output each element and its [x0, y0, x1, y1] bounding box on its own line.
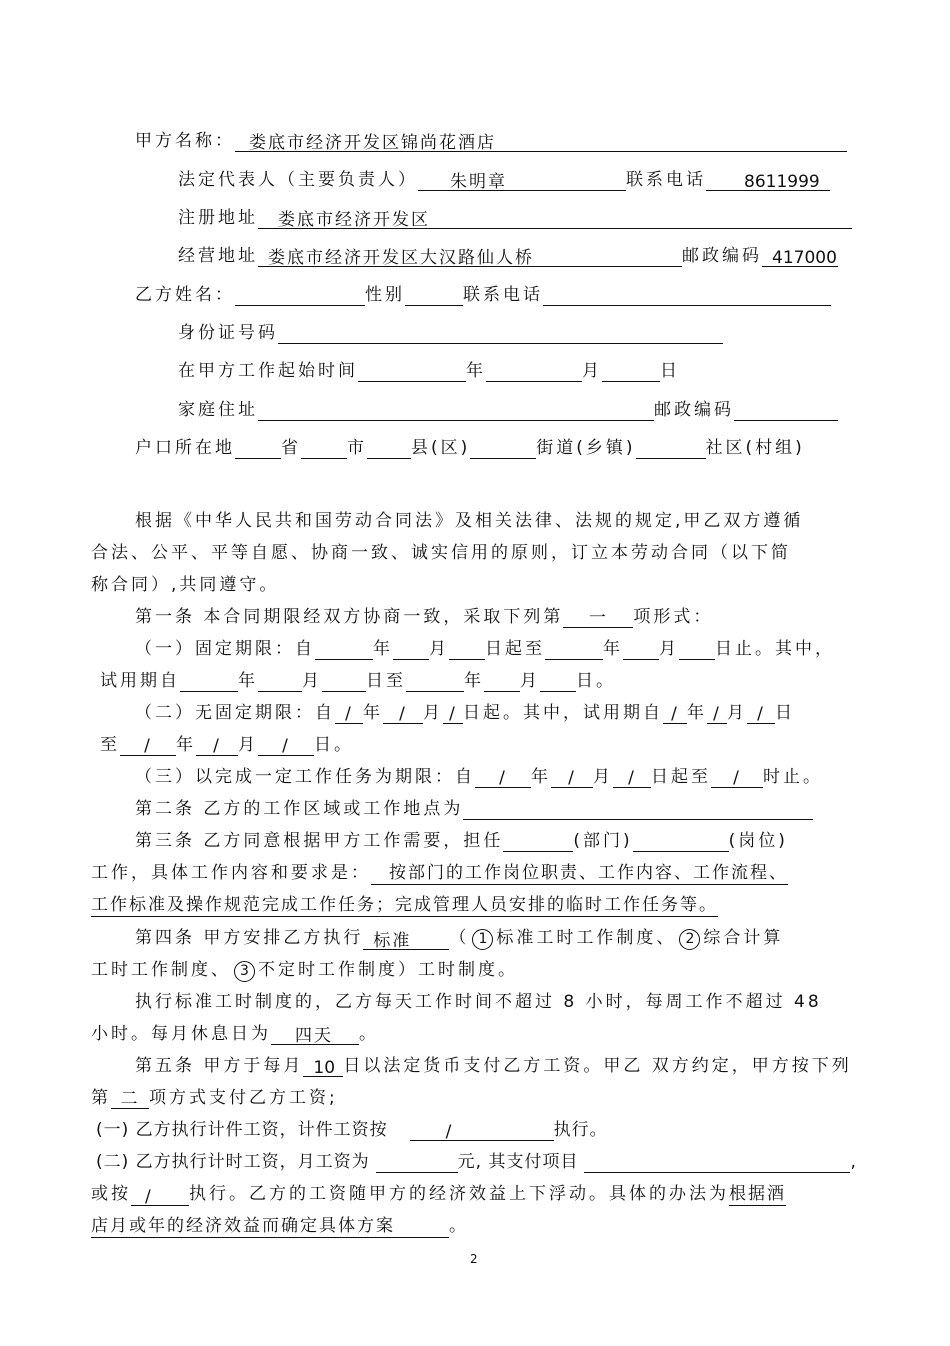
prob-y1[interactable]	[180, 671, 238, 692]
article-3-line	[135, 830, 788, 852]
id-line	[178, 322, 723, 344]
article-1-suffix: 项形式：	[633, 607, 714, 627]
article-5-line	[135, 1055, 852, 1077]
city-label: 市	[347, 438, 367, 458]
or-by-value: /	[131, 1186, 189, 1206]
article-4-line	[135, 927, 783, 950]
y-label: 年	[464, 671, 484, 691]
y-label: 年	[363, 703, 383, 723]
pay-items-label: 元, 其支付项目	[457, 1152, 579, 1172]
m-label: 月	[520, 671, 540, 691]
home-blank[interactable]	[258, 400, 654, 421]
option-1-text: 标准工时工作制度、	[496, 928, 677, 948]
street-label: 街道(乡镇)	[536, 438, 636, 458]
option-2-text: 综合计算	[703, 928, 784, 948]
y-label: 年	[687, 703, 707, 723]
start-month-blank[interactable]	[486, 361, 582, 382]
day-label: 日	[660, 361, 680, 381]
open-term-line-2	[100, 734, 354, 756]
open-py: /	[663, 703, 687, 724]
postcode-label: 邮政编码	[682, 246, 762, 266]
circled-number-3: 3	[234, 961, 255, 982]
open-pm: /	[707, 703, 727, 724]
prob-mid: 日至	[366, 671, 406, 691]
fixed-end: 日止。其中，	[715, 639, 835, 659]
fixed-mid: 日起至	[485, 639, 545, 659]
open-ey: /	[120, 735, 176, 756]
party-a-line	[135, 130, 847, 152]
phone-value: 8611999	[706, 171, 830, 191]
fixed-d1[interactable]	[449, 639, 485, 660]
article-1-value: 一	[563, 607, 633, 628]
party-b-name-blank[interactable]	[235, 285, 365, 306]
piece-wage-line	[96, 1119, 608, 1141]
time-wage-line-2	[91, 1183, 786, 1206]
pay-method-prefix: 第	[91, 1088, 111, 1108]
legal-rep-label: 法定代表人（主要负责人）	[178, 170, 418, 190]
open-term-label: （二）无固定期限：自	[135, 703, 335, 723]
pay-method-suffix: 项方式支付乙方工资;	[149, 1088, 338, 1108]
work-location-blank[interactable]	[463, 799, 813, 820]
dept-label: (部门)	[573, 831, 633, 851]
id-label: 身份证号码	[178, 323, 278, 343]
job-content-label: 工作，具体工作内容和要求是：	[91, 863, 371, 883]
job-content-value-2: 工作标准及操作规范完成工作任务；完成管理人员安排的临时工作任务等。	[91, 895, 718, 915]
phone-b-blank[interactable]	[543, 285, 831, 306]
party-b-line	[135, 284, 831, 306]
home-label: 家庭住址	[178, 400, 258, 420]
fixed-m1[interactable]	[393, 639, 429, 660]
float-text: 执行。乙方的工资随甲方的经济效益上下浮动。具体的办法为	[189, 1184, 729, 1204]
position-label: (岗位)	[728, 831, 788, 851]
fixed-y2[interactable]	[545, 639, 603, 660]
m-label: 月	[423, 703, 443, 723]
hukou-label: 户口所在地	[135, 438, 235, 458]
m-label: 月	[429, 639, 449, 659]
fixed-term-label: （一）固定期限：自	[135, 639, 315, 659]
month-label: 月	[582, 361, 602, 381]
hours-line-2	[91, 1023, 379, 1045]
task-m: /	[551, 767, 593, 788]
m-label: 月	[659, 639, 679, 659]
d-label: 日	[775, 703, 795, 723]
m-label: 月	[593, 767, 613, 787]
rest-days-end: 。	[359, 1024, 379, 1044]
pay-items-blank[interactable]	[584, 1152, 850, 1173]
time-wage-line-3	[91, 1215, 469, 1238]
page-number: 2	[470, 1252, 478, 1266]
hours-line-1: 执行标准工时制度的，乙方每天工作时间不超过 8 小时，每周工作不超过 48	[135, 992, 822, 1012]
community-blank[interactable]	[636, 438, 706, 459]
open-ed: /	[258, 735, 314, 756]
position-blank[interactable]	[633, 831, 729, 852]
gender-label: 性别	[365, 285, 405, 305]
street-blank[interactable]	[470, 438, 536, 459]
home-postcode-label: 邮政编码	[654, 400, 734, 420]
party-a-label: 甲方名称：	[135, 131, 235, 151]
comma: ,	[850, 1152, 857, 1172]
piece-wage-label: (一) 乙方执行计件工资，计件工资按	[96, 1120, 388, 1140]
prob-m1[interactable]	[258, 671, 302, 692]
circled-number-1: 1	[472, 929, 493, 950]
piece-wage-end: 执行。	[553, 1120, 608, 1140]
job-content-value: 按部门的工作岗位职责、工作内容、工作流程、	[371, 862, 788, 885]
pay-method-value: 二	[111, 1088, 149, 1109]
hukou-line	[135, 437, 805, 459]
open-d: /	[443, 703, 463, 724]
postcode-value: 417000	[762, 247, 838, 267]
option-3-text: 不定时工作制度）工时制度。	[258, 960, 518, 980]
reg-addr-value: 娄底市经济开发区	[258, 209, 852, 229]
article-5-text-2: 日以法定货币支付乙方工资。甲乙 双方约定，甲方按下列	[343, 1056, 852, 1076]
article-4-text: 第四条 甲方安排乙方执行	[135, 928, 364, 948]
biz-addr-value: 娄底市经济开发区大汉路仙人桥	[258, 247, 682, 267]
time-wage-label: (二) 乙方执行计时工资，月工资为	[96, 1152, 370, 1172]
y-label: 年	[238, 671, 258, 691]
start-day-blank[interactable]	[602, 361, 660, 382]
rest-days-label: 小时。每月休息日为	[91, 1024, 271, 1044]
county-blank[interactable]	[367, 438, 411, 459]
task-end-blank: /	[711, 767, 763, 788]
task-term-line	[135, 766, 823, 788]
probation-label: 试用期自	[100, 671, 180, 691]
community-label: 社区(村组)	[705, 438, 805, 458]
article-3-text: 第三条 乙方同意根据甲方工作需要，担任	[135, 831, 504, 851]
reg-addr-label: 注册地址	[178, 208, 258, 228]
task-term-label: （三）以完成一定工作任务为期限：自	[135, 767, 475, 787]
method-value-2: 店月或年的经济效益而确定具体方案	[91, 1215, 449, 1238]
legal-rep-value: 朱明章	[418, 171, 626, 191]
y-label: 年	[373, 639, 393, 659]
m-label: 月	[727, 703, 747, 723]
home-line	[178, 399, 838, 421]
article-5-text: 第五条 甲方于每月	[135, 1056, 304, 1076]
fixed-d2[interactable]	[679, 639, 715, 660]
prob-d1[interactable]	[322, 671, 366, 692]
open-term-line	[135, 702, 795, 724]
or-by-label: 或按	[91, 1184, 131, 1204]
m-label: 月	[238, 735, 258, 755]
city-blank[interactable]	[301, 438, 347, 459]
fixed-y1[interactable]	[315, 639, 373, 660]
open-mid: 日起。其中，试用期自	[463, 703, 663, 723]
task-y: /	[475, 767, 531, 788]
phone-label: 联系电话	[626, 170, 706, 190]
paren-open: （	[449, 928, 470, 948]
prob-y2[interactable]	[406, 671, 464, 692]
y-label: 年	[531, 767, 551, 787]
task-end: 时止。	[763, 767, 823, 787]
start-label: 在甲方工作起始时间	[178, 361, 358, 381]
legal-rep-line	[178, 169, 830, 191]
party-b-label: 乙方姓名：	[135, 285, 235, 305]
county-label: 县(区)	[411, 438, 471, 458]
article-2-text: 第二条 乙方的工作区域或工作地点为	[135, 799, 464, 819]
open-pd: /	[747, 703, 775, 724]
reg-addr-line	[178, 207, 852, 229]
article-3-line-2	[91, 862, 788, 885]
rest-days-value: 四天	[271, 1025, 359, 1045]
circled-number-2: 2	[679, 929, 700, 950]
prob-m2[interactable]	[484, 671, 520, 692]
open-to: 至	[100, 735, 120, 755]
article-4-line-2	[91, 959, 518, 982]
fixed-m2[interactable]	[623, 639, 659, 660]
home-postcode-blank[interactable]	[734, 400, 838, 421]
gender-blank[interactable]	[405, 285, 463, 306]
hours-system-value: 标准	[363, 930, 449, 950]
intro-line-3: 称合同）,共同遵守。	[91, 575, 280, 595]
pay-day-value: 10	[303, 1057, 343, 1077]
article-5-line-2	[91, 1087, 338, 1109]
method-end: 。	[449, 1216, 469, 1236]
prob-end: 日。	[576, 671, 616, 691]
y-label: 年	[176, 735, 196, 755]
article-2-line	[135, 798, 813, 820]
open-end: 日。	[314, 735, 354, 755]
open-em: /	[196, 735, 238, 756]
year-label: 年	[466, 361, 486, 381]
fixed-term-line	[135, 638, 835, 660]
article-1-line	[135, 606, 713, 628]
article-1-text: 第一条 本合同期限经双方协商一致，采取下列第	[135, 607, 564, 627]
method-value: 根据酒	[729, 1184, 786, 1204]
biz-addr-label: 经营地址	[178, 246, 258, 266]
province-blank[interactable]	[235, 438, 281, 459]
fixed-probation-line	[100, 670, 616, 692]
province-label: 省	[281, 438, 301, 458]
task-d: /	[613, 767, 651, 788]
monthly-wage-blank[interactable]	[376, 1152, 458, 1173]
time-wage-line	[96, 1151, 857, 1173]
option-2-text-cont: 工时工作制度、	[91, 960, 231, 980]
intro-line-2: 合法、公平、平等自愿、协商一致、诚实信用的原则，订立本劳动合同（以下简	[91, 543, 791, 563]
id-blank[interactable]	[278, 323, 723, 344]
piece-wage-value: /	[410, 1121, 554, 1141]
dept-blank[interactable]	[503, 831, 573, 852]
y-label: 年	[603, 639, 623, 659]
article-3-line-3	[91, 894, 718, 917]
m-label: 月	[302, 671, 322, 691]
start-year-blank[interactable]	[358, 361, 466, 382]
phone-b-label: 联系电话	[463, 285, 543, 305]
open-y: /	[335, 703, 363, 724]
task-mid: 日起至	[651, 767, 711, 787]
intro-line-1: 根据《中华人民共和国劳动合同法》及相关法律、法规的规定,甲乙双方遵循	[135, 511, 804, 531]
start-date-line	[178, 360, 680, 382]
biz-addr-line	[178, 245, 838, 267]
party-a-name: 娄底市经济开发区锦尚花酒店	[235, 132, 847, 152]
prob-d2[interactable]	[540, 671, 576, 692]
open-m: /	[383, 703, 423, 724]
